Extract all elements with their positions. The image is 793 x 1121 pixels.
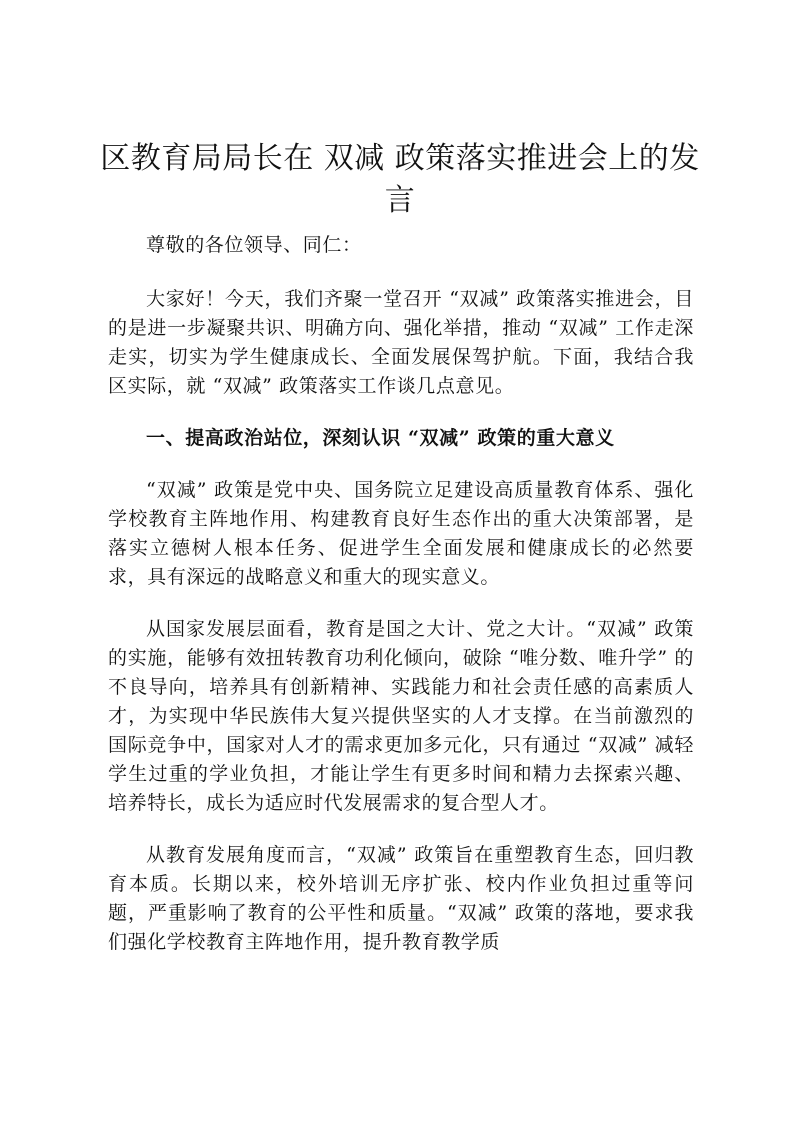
section-heading-1: 一、提高政治站位，深刻认识 “双减” 政策的重大意义 xyxy=(146,427,615,449)
section1-paragraph-2: 从国家发展层面看，教育是国之大计、党之大计。“双减” 政策的实施，能够有效扭转教育功利化倾向，破除 “唯分数、唯升学” 的不良导向，培养具有创新精神、实践能力和社会责任感的高素质人才，为实现中华民族伟大复兴提供坚实的人才支撑。在当前激烈的国际竞争中，国家对人才的需求更加多元化，只有通过 “双减” 减轻学生过重的学业负担，才能让学生有更多时间和精力去探索兴趣、培养特长，成长为适应时代发展需求的复合型人才。 xyxy=(108,618,694,814)
section1-paragraph-1: “双减” 政策是党中央、国务院立足建设高质量教育体系、强化学校教育主阵地作用、构建教育良好生态作出的重大决策部署，是落实立德树人根本任务、促进学生全面发展和健康成长的必然要求，具有深远的战略意义和重大的现实意义。 xyxy=(108,479,694,588)
document-title: 区教育局局长在 双减 政策落实推进会上的发言 xyxy=(100,141,700,218)
salutation: 尊敬的各位领导、同仁： xyxy=(146,234,362,256)
opening-paragraph: 大家好！今天，我们齐聚一堂召开 “双减” 政策落实推进会，目的是进一步凝聚共识、明确方向、强化举措，推动 “双减” 工作走深走实，切实为学生健康成长、全面发展保驾护航。下面，我结合我区实际，就 “双减” 政策落实工作谈几点意见。 xyxy=(108,288,694,397)
section1-paragraph-3: 从教育发展角度而言，“双减” 政策旨在重塑教育生态，回归教育本质。长期以来，校外培训无序扩张、校内作业负担过重等问题，严重影响了教育的公平性和质量。“双减” 政策的落地，要求我们强化学校教育主阵地作用，提升教育教学质 xyxy=(108,844,694,953)
document-body xyxy=(108,231,694,980)
